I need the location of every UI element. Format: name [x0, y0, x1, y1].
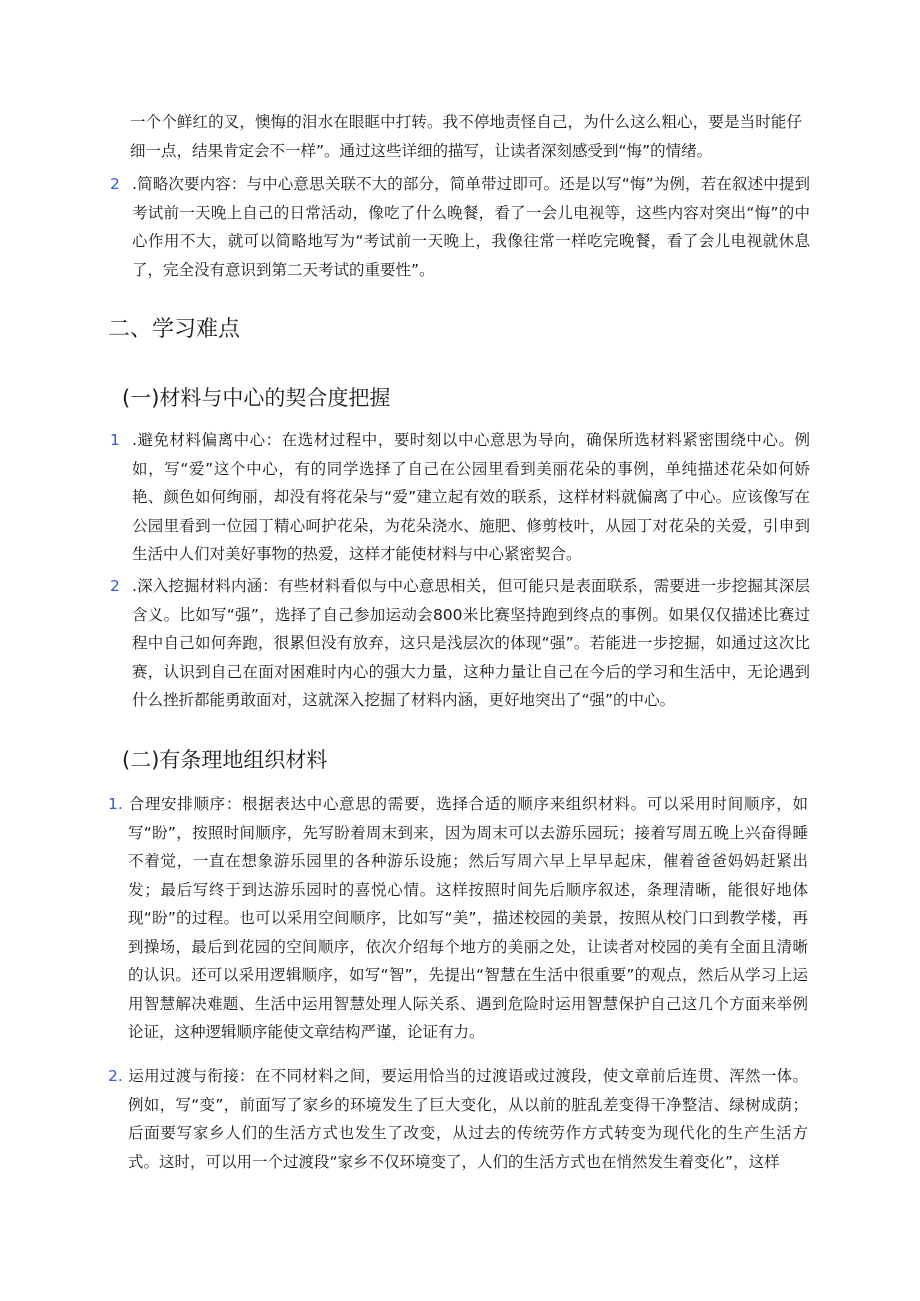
list-item: [110, 426, 810, 569]
subsection-heading-2: (二)有条理地组织材料: [122, 748, 328, 772]
list-number: 2.: [108, 1067, 123, 1085]
section-heading: 二、学习难点: [108, 317, 241, 342]
list-item: [108, 1062, 808, 1176]
list-text: .简略次要内容：与中心意思关联不大的部分，简单带过即可。还是以写“悔”为例，若在叙述中提到考试前一天晚上自己的日常活动，像吃了什么晚餐，看了一会儿电视等，这些内容对突出“悔”的中心作用不大，就可以简略地写为“考试前一天晚上，我像往常一样吃完晚餐，看了会儿电视就休息了，完全没有意识到第二天考试的重要性”。: [132, 175, 810, 279]
list-item-top-2: [110, 170, 810, 284]
list-item: [108, 790, 808, 1047]
list-text: .深入挖掘材料内涵：有些材料看似与中心意思相关，但可能只是表面联系，需要进一步挖掘其深层含义。比如写“强”，选择了自己参加运动会800米比赛坚持跑到终点的事例。如果仅仅描述比赛过程中自己如何奔跑，很累但没有放弃，这只是浅层次的体现“强”。若能进一步挖掘，如通过这次比赛，认识到自己在面对困难时内心的强大力量，这种力量让自己在今后的学习和生活中，无论遇到什么挫折都能勇敢面对，这就深入挖掘了材料内涵，更好地突出了“强”的中心。: [132, 577, 810, 709]
list-number: 1: [110, 431, 120, 449]
list-number: 2: [110, 175, 120, 193]
subsection-heading-1: (一)材料与中心的契合度把握: [122, 386, 391, 410]
list-number: 1.: [108, 795, 123, 813]
paragraph-continuation: 一个个鲜红的叉，懊悔的泪水在眼眶中打转。我不停地责怪自己，为什么这么粗心，要是当时能仔细一点，结果肯定会不一样”。通过这些详细的描写，让读者深刻感受到“悔”的情绪。: [130, 113, 802, 160]
list-item: [110, 572, 810, 715]
list-text: .避免材料偏离中心：在选材过程中，要时刻以中心意思为导向，确保所选材料紧密围绕中心。例如，写“爱”这个中心，有的同学选择了自己在公园里看到美丽花朵的事例，单纯描述花朵如何娇艳、颜色如何绚丽，却没有将花朵与“爱”建立起有效的联系，这样材料就偏离了中心。应该像写在公园里看到一位园丁精心呵护花朵，为花朵浇水、施肥、修剪枝叶，从园丁对花朵的关爱，引申到生活中人们对美好事物的热爱，这样才能使材料与中心紧密契合。: [132, 431, 810, 563]
list-text: 运用过渡与衔接：在不同材料之间，要运用恰当的过渡语或过渡段，使文章前后连贯、浑然一体。例如，写“变”，前面写了家乡的环境发生了巨大变化，从以前的脏乱差变得干净整洁、绿树成荫；后面要写家乡人们的生活方式也发生了改变，从过去的传统劳作方式转变为现代化的生产生活方式。这时，可以用一个过渡段“家乡不仅环境变了，人们的生活方式也在悄然发生着变化”，这样: [128, 1067, 808, 1171]
list-text: 合理安排顺序：根据表达中心意思的需要，选择合适的顺序来组织材料。可以采用时间顺序，如写“盼”，按照时间顺序，先写盼着周末到来，因为周末可以去游乐园玩；接着写周五晚上兴奋得睡不着觉，一直在想象游乐园里的各种游乐设施；然后写周六早上早早起床，催着爸爸妈妈赶紧出发；最后写终于到达游乐园时的喜悦心情。这样按照时间先后顺序叙述，条理清晰，能很好地体现“盼”的过程。也可以采用空间顺序，比如写“美”，描述校园的美景，按照从校门口到教学楼，再到操场，最后到花园的空间顺序，依次介绍每个地方的美丽之处，让读者对校园的美有全面且清晰的认识。还可以采用逻辑顺序，如写“智”，先提出“智慧在生活中很重要”的观点，然后从学习上运用智慧解决难题、生活中运用智慧处理人际关系、遇到危险时运用智慧保护自己这几个方面来举例论证，这种逻辑顺序能使文章结构严谨，论证有力。: [128, 795, 808, 1041]
list-number: 2: [110, 577, 120, 595]
